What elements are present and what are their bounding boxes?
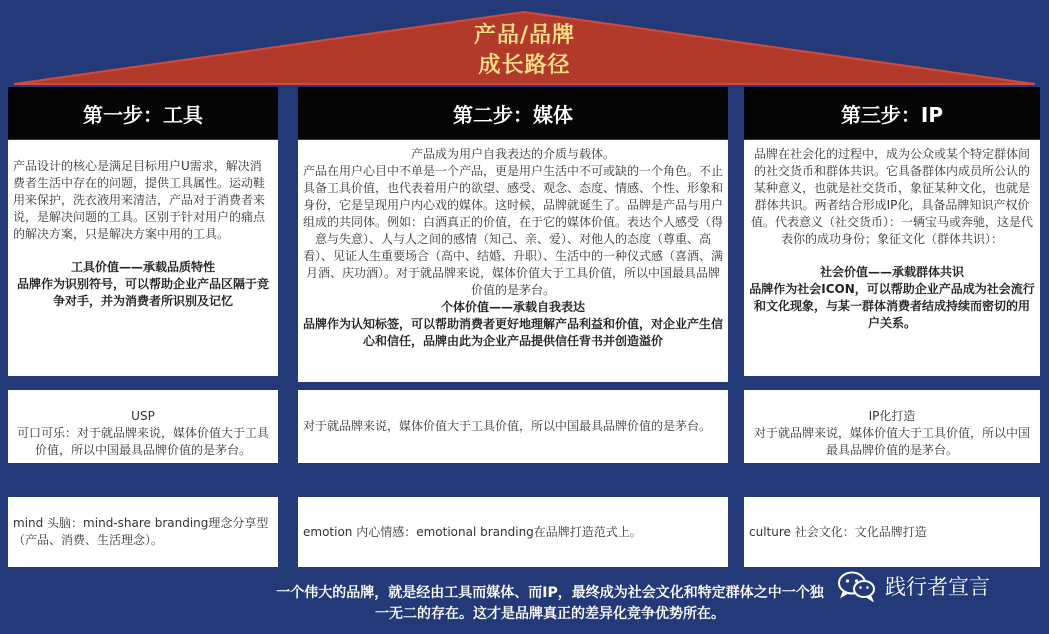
- step3-body: 品牌在社会化的过程中，成为公众或某个特定群体间的社交货币和群体共识。它具备群体内成员所公认的某种意义，也就是社交货币，象征某种文化，也就是群体共识。两者结合形成IP化，具备品牌知识产权价值。代表意义（社交货币）：一辆宝马或奔驰，这是代表你的成功身份；象征文化（群体共识）：: [750, 147, 1033, 246]
- step3-value-text: 品牌作为社会ICON，可以帮助企业产品成为社会流行和文化现象，与某一群体消费者结成持续而密切的用户关系。: [749, 282, 1035, 330]
- step3-example-title: IP化打造: [868, 409, 916, 423]
- brand-watermark: [837, 568, 990, 604]
- step3-example-box: [744, 390, 1040, 463]
- step1-body: 产品设计的核心是满足目标用户U需求，解决消费者生活中存在的问题，提供工具属性。运动鞋用来保护，洗衣液用来清洁，产品对于消费者来说，是解决问题的工具。区别于针对用户的痛点的解决方案，只是解决方案中用的工具。: [13, 159, 266, 241]
- brand-name: 践行者宣言: [885, 575, 990, 599]
- wechat-icon: [837, 570, 877, 602]
- step3-branding-text: culture 社会文化：文化品牌打造: [749, 524, 927, 539]
- step2-body: 产品在用户心目中不单是一个产品，更是用户生活中不可或缺的一个角色。不止具备工具价值，也代表着用户的欲望、感受、观念、态度、情感、个性、形象和身份，它是呈现用户内心戏的媒体。这时候，品牌就诞生了。品牌是产品与用户组成的共同体。例如：白酒真正的价值，在于它的媒体价值。表达个人感受（得意与失意）、人与人之间的感情（知己、亲、爱）、对他人的态度（尊重、高看）、见证人生重要场合（高中、结婚、升职）、生活中的一种仪式感（喜酒、满月酒、庆功酒）。对于就品牌来说，媒体价值大于工具价值，所以中国最具品牌价值的是茅台。: [303, 164, 724, 297]
- step1-example-title: USP: [131, 409, 155, 423]
- step3-header: 第三步：IP: [744, 87, 1040, 139]
- roof-title-line1: 产品/品牌: [473, 23, 576, 48]
- footer-summary: 一个伟大的品牌，就是经由工具而媒体、而IP，最终成为社会文化和特定群体之中一个独一无二的存在。这才是品牌真正的差异化竞争优势所在。: [276, 585, 824, 622]
- step1-value-title: 工具价值——承载品质特性: [70, 260, 215, 274]
- step3-example-text: 对于就品牌来说，媒体价值大于工具价值，所以中国最具品牌价值的是茅台。: [753, 426, 1030, 457]
- step1-branding-box: [8, 497, 278, 567]
- step1-description-box: [8, 140, 278, 376]
- step2-value-text: 品牌作为认知标签，可以帮助消费者更好地理解产品利益和价值，对企业产生信心和信任，品牌由此为企业产品提供信任背书并创造溢价: [303, 317, 724, 348]
- step2-description-box: [298, 140, 728, 382]
- step1-header: 第一步：工具: [8, 87, 278, 139]
- step2-example-box: [298, 390, 728, 463]
- step2-header: 第二步：媒体: [298, 87, 728, 139]
- step1-value-text: 品牌作为识别符号，可以帮助企业产品区隔于竞争对手，并为消费者所识别及记忆: [16, 277, 269, 308]
- step1-example-box: [8, 390, 278, 463]
- step2-intro: 产品成为用户自我表达的介质与载体。: [410, 147, 615, 161]
- step2-branding-box: [298, 497, 728, 567]
- roof-title-line2: 成长路径: [478, 53, 571, 78]
- step3-branding-box: [744, 497, 1040, 567]
- step1-example-text: 可口可乐：对于就品牌来说，媒体价值大于工具价值，所以中国最具品牌价值的是茅台。: [16, 426, 269, 457]
- step1-branding-text: mind 头脑：mind-share branding理念分享型（产品、消费、生活理念）。: [13, 516, 269, 547]
- step3-description-box: [744, 140, 1040, 376]
- step3-value-title: 社会价值——承载群体共识: [819, 265, 964, 279]
- step2-branding-text: emotion 内心情感：emotional branding在品牌打造范式上。: [303, 524, 642, 539]
- step2-value-title: 个体价值——承载自我表达: [440, 300, 585, 314]
- step2-example-text: 对于就品牌来说，媒体价值大于工具价值，所以中国最具品牌价值的是茅台。: [303, 419, 712, 433]
